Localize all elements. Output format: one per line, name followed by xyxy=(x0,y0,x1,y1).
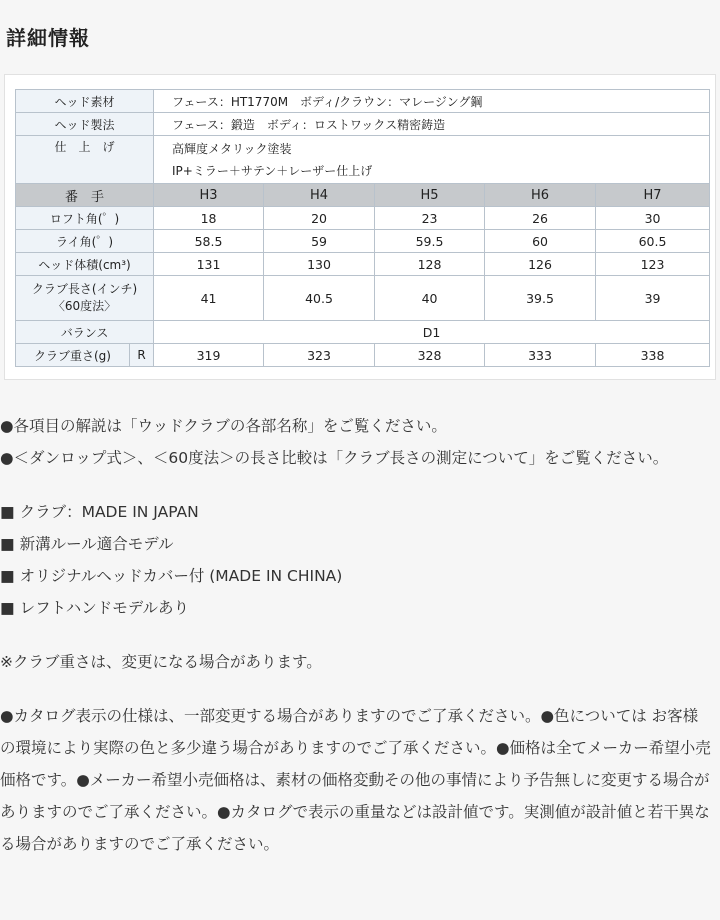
loft-cell: 30 xyxy=(596,207,710,230)
length-cell: 40.5 xyxy=(264,276,375,321)
volume-cell: 128 xyxy=(375,253,485,276)
length-cell: 41 xyxy=(154,276,264,321)
volume-cell: 131 xyxy=(154,253,264,276)
length-label-line-2: 〈60度法〉 xyxy=(52,299,117,313)
head-method-row xyxy=(16,113,710,136)
weight-note: ※クラブ重さは、変更になる場合があります。 xyxy=(0,653,322,671)
feature-item: ■ レフトハンドモデルあり xyxy=(0,599,189,617)
weight-cell: 328 xyxy=(375,344,485,367)
weight-cell: 333 xyxy=(485,344,596,367)
length-cell: 39 xyxy=(596,276,710,321)
feature-item: ■ 新溝ルール適合モデル xyxy=(0,535,174,553)
loft-cell: 20 xyxy=(264,207,375,230)
balance-label: バランス xyxy=(16,321,154,344)
number-cell: H4 xyxy=(264,184,375,207)
lie-cell: 60.5 xyxy=(596,230,710,253)
lie-cell: 58.5 xyxy=(154,230,264,253)
catalog-disclaimer: ●カタログ表示の仕様は、一部変更する場合がありますのでご了承ください。●色については お客様の環境により実際の色と多少違う場合がありますのでご了承ください。●価格は全てメーカー希望小売価格です。●メーカー希望小売価格は、素材の価格変動その他の事情により予告無しに変更する場合がありますのでご了承ください。●カタログで表示の重量などは設計値です。実測値が設計値と若干異なる場合がありますのでご了承ください。 xyxy=(0,707,711,853)
number-cell: H5 xyxy=(375,184,485,207)
note-length-comparison: ●＜ダンロップ式＞、＜60度法＞の長さ比較は「クラブ長さの測定について」をご覧ください。 xyxy=(0,449,669,467)
lie-cell: 59 xyxy=(264,230,375,253)
number-header-row xyxy=(16,184,710,207)
volume-cell: 123 xyxy=(596,253,710,276)
loft-label: ロフト角(゜) xyxy=(16,207,154,230)
number-label: 番 手 xyxy=(16,184,154,207)
feature-item: ■ クラブ：MADE IN JAPAN xyxy=(0,503,199,521)
balance-value: D1 xyxy=(154,321,710,344)
volume-row xyxy=(16,253,710,276)
head-material-row xyxy=(16,90,710,113)
lie-cell: 60 xyxy=(485,230,596,253)
spec-table xyxy=(15,89,710,367)
volume-cell: 126 xyxy=(485,253,596,276)
length-row xyxy=(16,276,710,321)
number-cell: H6 xyxy=(485,184,596,207)
finish-label: 仕 上 げ xyxy=(16,136,154,184)
length-label-line-1: クラブ長さ(インチ) xyxy=(31,282,138,296)
number-cell: H7 xyxy=(596,184,710,207)
length-cell: 39.5 xyxy=(485,276,596,321)
weight-cell: 323 xyxy=(264,344,375,367)
weight-cell: 319 xyxy=(154,344,264,367)
lie-label: ライ角(゜) xyxy=(16,230,154,253)
note-club-parts: ●各項目の解説は「ウッドクラブの各部名称」をご覧ください。 xyxy=(0,417,447,435)
weight-label: クラブ重さ(g) xyxy=(16,344,130,367)
length-label xyxy=(16,276,154,321)
number-cell: H3 xyxy=(154,184,264,207)
balance-row xyxy=(16,321,710,344)
head-material-value: フェース：HT1770M ボディ/クラウン：マレージング鋼 xyxy=(154,90,710,113)
page-title: 詳細情報 xyxy=(6,26,90,50)
loft-row xyxy=(16,207,710,230)
finish-value xyxy=(154,136,710,184)
finish-line-2: IP+ミラー＋サテン＋レーザー仕上げ xyxy=(172,163,373,178)
volume-label: ヘッド体積(cm³) xyxy=(16,253,154,276)
length-cell: 40 xyxy=(375,276,485,321)
finish-line-1: 高輝度メタリック塗装 xyxy=(172,141,292,156)
finish-row xyxy=(16,136,710,184)
loft-cell: 18 xyxy=(154,207,264,230)
weight-flex: R xyxy=(130,344,154,367)
weight-cell: 338 xyxy=(596,344,710,367)
notes-section xyxy=(0,410,712,860)
head-material-label: ヘッド素材 xyxy=(16,90,154,113)
feature-item: ■ オリジナルヘッドカバー付 (MADE IN CHINA) xyxy=(0,567,343,585)
lie-row xyxy=(16,230,710,253)
head-method-label: ヘッド製法 xyxy=(16,113,154,136)
head-method-value: フェース：鍛造 ボディ：ロストワックス精密鋳造 xyxy=(154,113,710,136)
lie-cell: 59.5 xyxy=(375,230,485,253)
volume-cell: 130 xyxy=(264,253,375,276)
loft-cell: 23 xyxy=(375,207,485,230)
loft-cell: 26 xyxy=(485,207,596,230)
weight-row xyxy=(16,344,710,367)
